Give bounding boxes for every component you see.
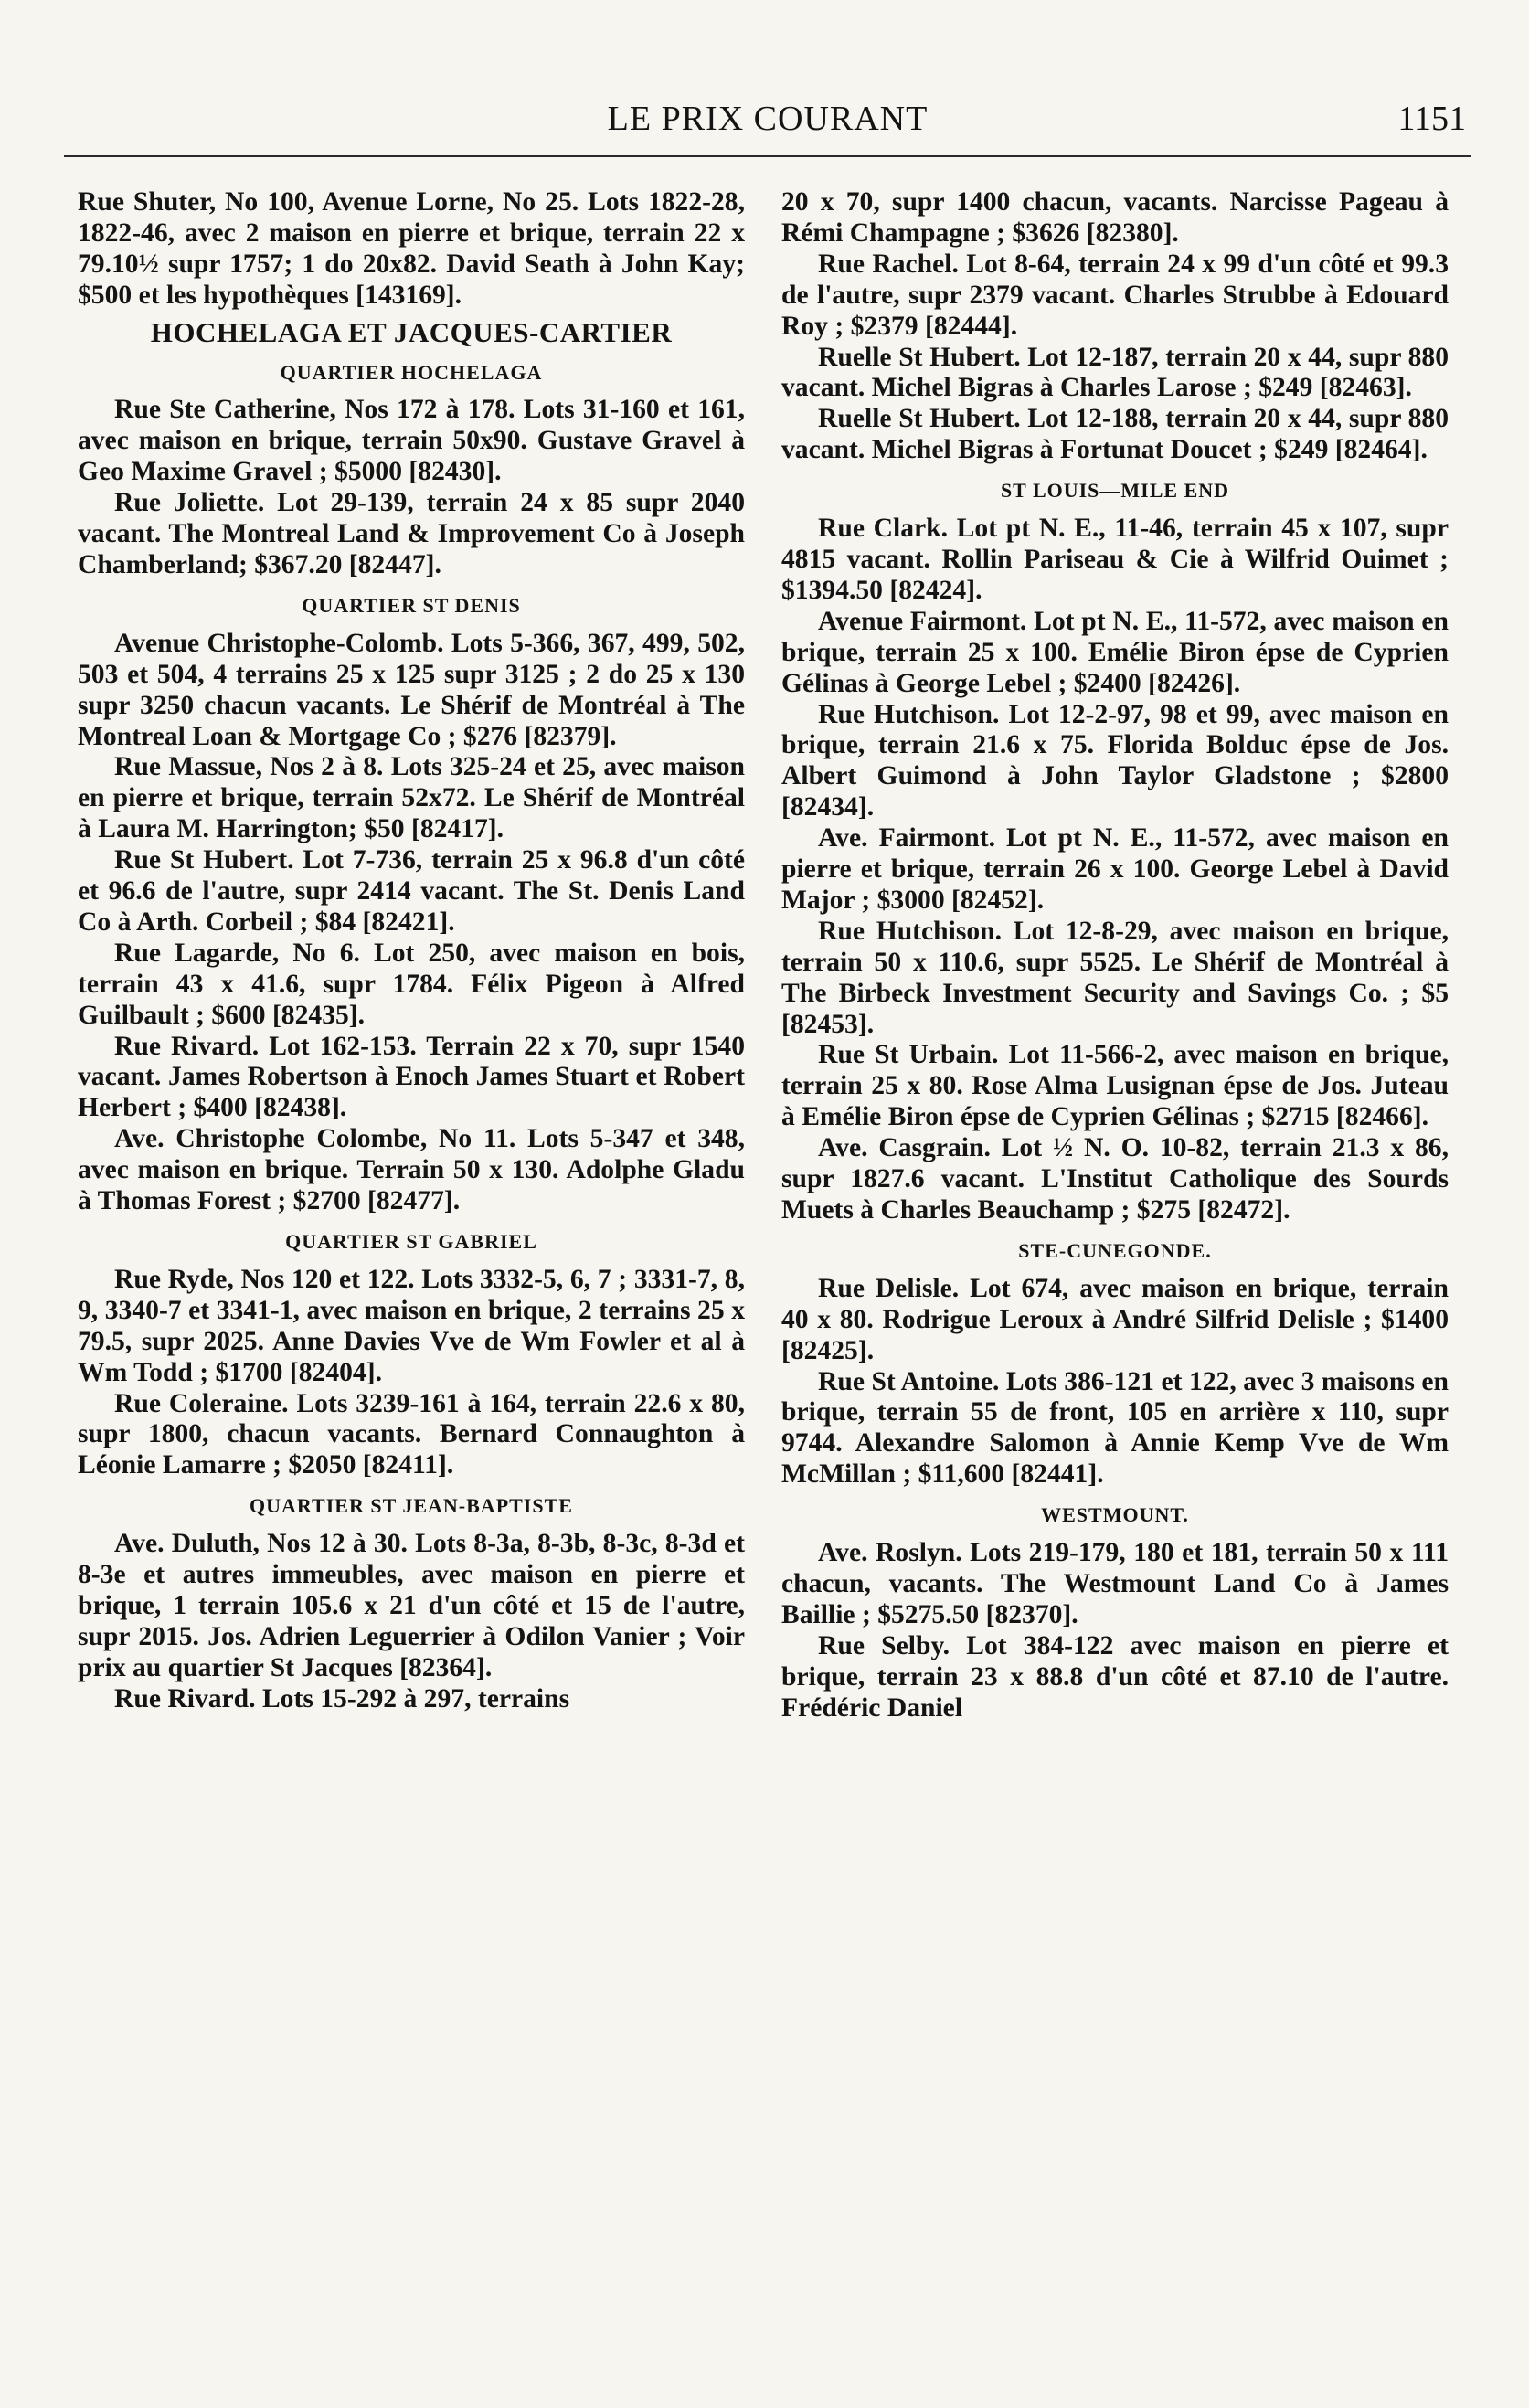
property-entry: Rue Hutchison. Lot 12-2-97, 98 et 99, avec maison en brique, terrain 21.6 x 75. Florida Bolduc épse de Jos. Albert Guimond à John Taylor Gladstone ; $2800 [82434]. [781, 699, 1449, 822]
property-entry: Rue Joliette. Lot 29-139, terrain 24 x 85 supr 2040 vacant. The Montreal Land & Improvement Co à Joseph Chamberland; $367.20 [82447]. [78, 488, 745, 579]
left-column [78, 187, 745, 2381]
property-entry: Rue Rivard. Lots 15-292 à 297, terrains [114, 1683, 570, 1713]
continued-entry: 20 x 70, supr 1400 chacun, vacants. Narcisse Pageau à Rémi Champagne ; $3626 [82380]. [781, 187, 1449, 248]
district-heading: STE-CUNEGONDE. [1018, 1238, 1212, 1262]
district-heading: ST LOUIS—MILE END [1000, 479, 1230, 503]
property-entry: Rue St Urbain. Lot 11-566-2, avec maison en brique, terrain 25 x 80. Rose Alma Lusignan épse de Jos. Juteau à Emélie Biron épse de Cyprien Gélinas ; $2715 [82466]. [781, 1040, 1449, 1132]
right-column [781, 187, 1449, 2381]
running-header [64, 91, 1471, 157]
property-entry: Ave. Fairmont. Lot pt N. E., 11-572, avec maison en pierre et brique, terrain 26 x 100. George Lebel à David Major ; $3000 [82452]. [781, 823, 1449, 915]
journal-title: LE PRIX COURANT [607, 100, 929, 138]
property-entry: Rue Delisle. Lot 674, avec maison en brique, terrain 40 x 80. Rodrigue Leroux à André Silfrid Delisle ; $1400 [82425]. [781, 1273, 1449, 1365]
district-heading: QUARTIER ST DENIS [302, 593, 521, 617]
property-entry: Rue Rivard. Lot 162-153. Terrain 22 x 70, supr 1540 vacant. James Robertson à Enoch James Stuart et Robert Herbert ; $400 [82438]. [78, 1031, 745, 1123]
page-number: 1151 [1397, 100, 1466, 138]
district-heading: QUARTIER ST JEAN-BAPTISTE [250, 1494, 573, 1518]
continued-entry: Rue Shuter, No 100, Avenue Lorne, No 25. Lots 1822-28, 1822-46, avec 2 maison en pierre et brique, terrain 22 x 79.10½ supr 1757; 1 do 20x82. David Seath à John Kay; $500 et les hypothèques [143169]. [78, 187, 745, 310]
district-heading: QUARTIER HOCHELAGA [280, 360, 543, 384]
property-entry: Rue St Antoine. Lots 386-121 et 122, avec 3 maisons en brique, terrain 55 de front, 105 en arrière x 110, supr 9744. Alexandre Salomon à Annie Kemp Vve de Wm McMillan ; $11,600 [82441]. [781, 1366, 1449, 1490]
property-entry: Rue Ste Catherine, Nos 172 à 178. Lots 31-160 et 161, avec maison en brique, terrain 50x90. Gustave Gravel à Geo Maxime Gravel ; $5000 [82430]. [78, 395, 745, 487]
property-entry: Rue Clark. Lot pt N. E., 11-46, terrain 45 x 107, supr 4815 vacant. Rollin Pariseau & Cie à Wilfrid Ouimet ; $1394.50 [82424]. [781, 514, 1449, 605]
section-heading: HOCHELAGA ET JACQUES-CARTIER [150, 315, 673, 348]
property-entry: Ave. Christophe Colombe, No 11. Lots 5-347 et 348, avec maison en brique. Terrain 50 x 130. Adolphe Gladu à Thomas Forest ; $2700 [82477]. [78, 1124, 745, 1216]
property-entry: Avenue Fairmont. Lot pt N. E., 11-572, avec maison en brique, terrain 25 x 100. Emélie Biron épse de Cyprien Gélinas à George Lebel ; $2400 [82426]. [781, 606, 1449, 698]
property-entry: Rue Massue, Nos 2 à 8. Lots 325-24 et 25, avec maison en pierre et brique, terrain 52x72. Le Shérif de Montréal à Laura M. Harrington; $50 [82417]. [78, 752, 745, 844]
property-entry: Rue Coleraine. Lots 3239-161 à 164, terrain 22.6 x 80, supr 1800, chacun vacants. Bernard Connaughton à Léonie Lamarre ; $2050 [82411]. [78, 1388, 745, 1480]
property-entry: Rue Selby. Lot 384-122 avec maison en pierre et brique, terrain 23 x 88.8 d'un côté et 87.10 de l'autre. Frédéric Daniel [781, 1630, 1449, 1723]
property-entry: Rue Ryde, Nos 120 et 122. Lots 3332-5, 6, 7 ; 3331-7, 8, 9, 3340-7 et 3341-1, avec maison en brique, 2 terrains 25 x 79.5, supr 2025. Anne Davies Vve de Wm Fowler et al à Wm Todd ; $1700 [82404]. [78, 1264, 745, 1387]
property-entry: Rue St Hubert. Lot 7-736, terrain 25 x 96.8 d'un côté et 96.6 de l'autre, supr 2414 vacant. The St. Denis Land Co à Arth. Corbeil ; $84 [82421]. [78, 845, 745, 937]
district-heading: WESTMOUNT. [1041, 1503, 1189, 1527]
property-entry: Ave. Casgrain. Lot ½ N. O. 10-82, terrain 21.3 x 86, supr 1827.6 vacant. L'Institut Catholique des Sourds Muets à Charles Beauchamp ; $275 [82472]. [781, 1133, 1449, 1225]
property-entry: Rue Rachel. Lot 8-64, terrain 24 x 99 d'un côté et 99.3 de l'autre, supr 2379 vacant. Charles Strubbe à Edouard Roy ; $2379 [82444]. [781, 249, 1449, 341]
property-entry: Ruelle St Hubert. Lot 12-188, terrain 20 x 44, supr 880 vacant. Michel Bigras à Fortunat Doucet ; $249 [82464]. [781, 404, 1449, 465]
district-heading: QUARTIER ST GABRIEL [285, 1230, 537, 1253]
property-entry: Avenue Christophe-Colomb. Lots 5-366, 367, 499, 502, 503 et 504, 4 terrains 25 x 125 supr 3125 ; 2 do 25 x 130 supr 3250 chacun vacants. Le Shérif de Montréal à The Montreal Loan & Mortgage Co ; $276 [82379]. [78, 628, 745, 751]
property-entry: Rue Hutchison. Lot 12-8-29, avec maison en brique, terrain 50 x 110.6, supr 5525. Le Shérif de Montréal à The Birbeck Investment Security and Savings Co. ; $5 [82453]. [781, 916, 1449, 1039]
property-entry: Ruelle St Hubert. Lot 12-187, terrain 20 x 44, supr 880 vacant. Michel Bigras à Charles Larose ; $249 [82463]. [781, 342, 1449, 403]
property-entry: Ave. Duluth, Nos 12 à 30. Lots 8-3a, 8-3b, 8-3c, 8-3d et 8-3e et autres immeubles, avec maison en pierre et brique, 1 terrain 105.6 x 21 d'un côté et 15 de l'autre, supr 2015. Jos. Adrien Leguerrier à Odilon Vanier ; Voir prix au quartier St Jacques [82364]. [78, 1529, 745, 1682]
property-entry: Rue Lagarde, No 6. Lot 250, avec maison en bois, terrain 43 x 41.6, supr 1784. Félix Pigeon à Alfred Guilbault ; $600 [82435]. [78, 938, 745, 1030]
property-entry: Ave. Roslyn. Lots 219-179, 180 et 181, terrain 50 x 111 chacun, vacants. The Westmount Land Co à James Baillie ; $5275.50 [82370]. [781, 1538, 1449, 1629]
